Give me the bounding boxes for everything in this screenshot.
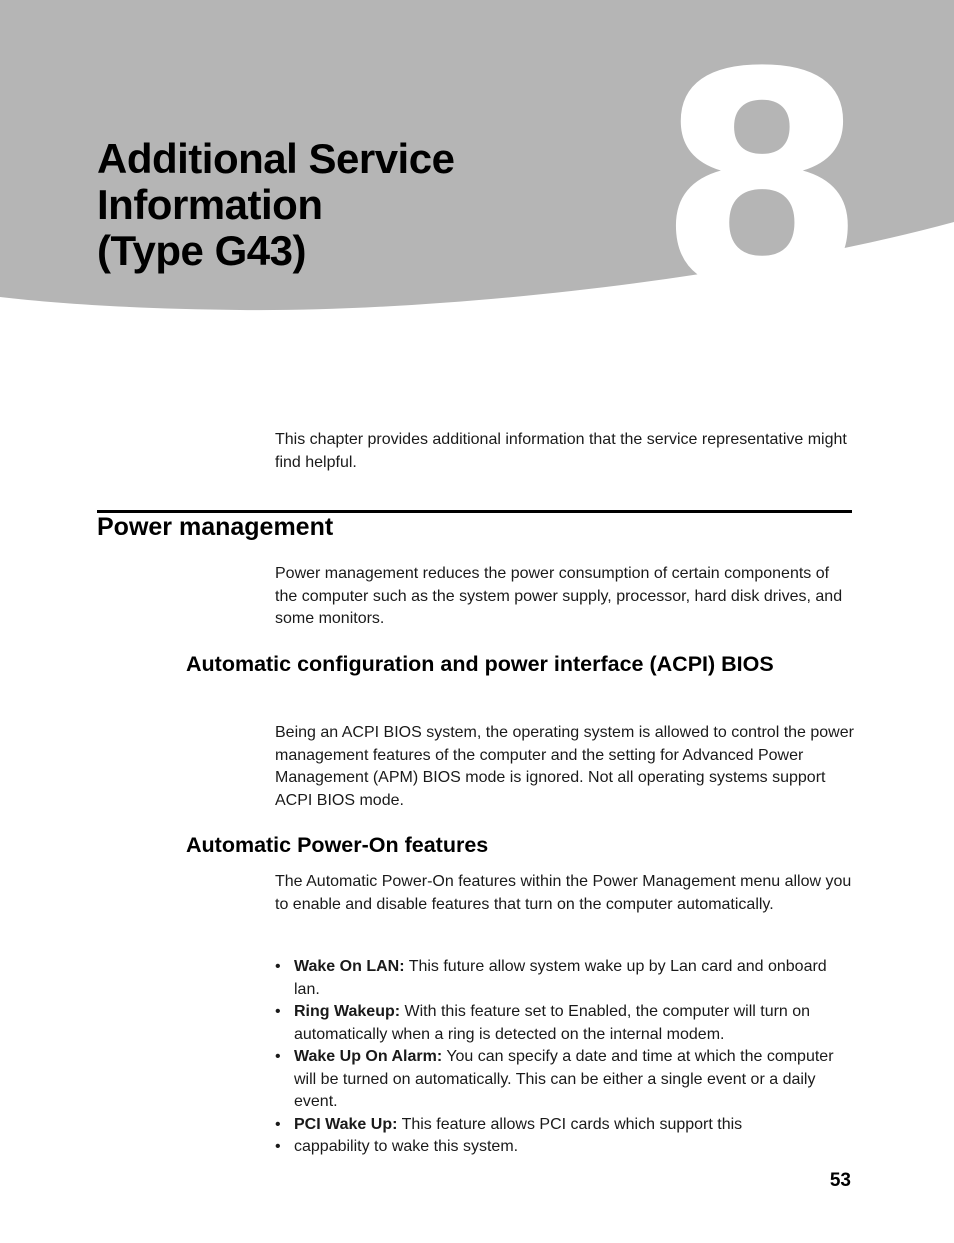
page-number: 53	[829, 1170, 851, 1191]
power-on-heading: Automatic Power-On features	[186, 833, 489, 857]
chapter-title	[97, 136, 454, 274]
list-item	[275, 956, 855, 1001]
acpi-paragraph: Being an ACPI BIOS system, the operating system is allowed to control the power management features of the computer and the setting for Advanced Power Management (APM) BIOS mode is ignored. Not all operating systems support ACPI BIOS mode.	[275, 724, 854, 809]
feature-text: You can specify a date and time at which the computer will be turned on automatically. This can be either a single event or a daily event.	[294, 1048, 834, 1110]
feature-term: Wake On LAN:	[294, 958, 405, 975]
power-management-heading: Power management	[97, 513, 334, 541]
bullet-icon: •	[275, 1048, 281, 1065]
bullet-icon: •	[275, 1003, 281, 1020]
chapter-title-line-2: Information	[97, 181, 323, 228]
power-on-feature-list	[275, 956, 855, 1159]
power-management-paragraph: Power management reduces the power consumption of certain components of the computer such as the system power supply, processor, hard disk drives, and some monitors.	[275, 565, 843, 627]
feature-text: This future allow system wake up by Lan card and onboard lan.	[294, 958, 827, 998]
feature-term: Ring Wakeup:	[294, 1003, 401, 1020]
feature-text: With this feature set to Enabled, the computer will turn on automatically when a ring is detected on the internal modem.	[294, 1003, 811, 1043]
feature-text: This feature allows PCI cards which support this	[397, 1115, 743, 1133]
list-item	[275, 1136, 855, 1159]
bullet-icon: •	[275, 1138, 281, 1155]
acpi-heading: Automatic configuration and power interface (ACPI) BIOS	[186, 652, 774, 676]
power-on-paragraph: The Automatic Power-On features within the Power Management menu allow you to enable and disable features that turn on the computer automatically.	[275, 873, 852, 913]
bullet-icon: •	[275, 1115, 281, 1133]
feature-text: cappability to wake this system.	[294, 1138, 519, 1155]
intro-paragraph: This chapter provides additional information that the service representative might find helpful.	[275, 431, 847, 471]
list-item	[275, 1001, 855, 1046]
list-item	[275, 1114, 855, 1137]
feature-term: Wake Up On Alarm:	[294, 1048, 443, 1065]
list-item	[275, 1046, 855, 1114]
chapter-title-line-3: (Type G43)	[97, 227, 306, 274]
chapter-number: 8	[657, 9, 867, 320]
feature-term: PCI Wake Up:	[294, 1115, 398, 1133]
bullet-icon: •	[275, 958, 281, 975]
chapter-title-line-1: Additional Service	[97, 135, 455, 182]
